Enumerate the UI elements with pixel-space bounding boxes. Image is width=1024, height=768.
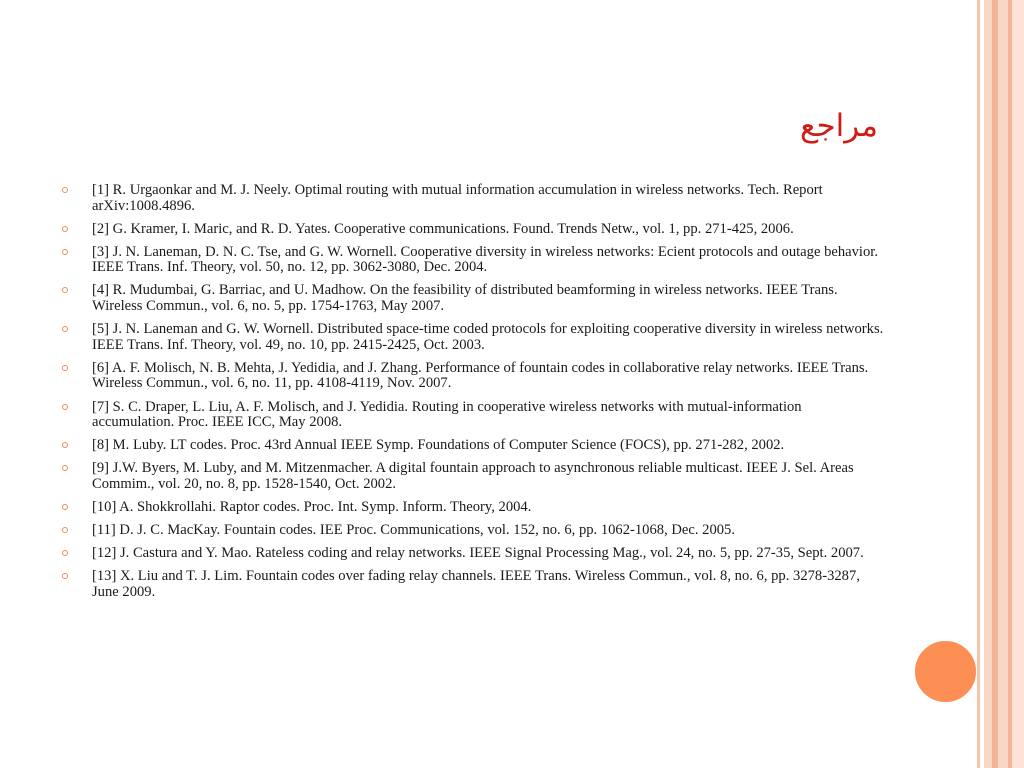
reference-item xyxy=(62,546,884,562)
bullet-icon xyxy=(62,226,68,232)
reference-text: [8] M. Luby. LT codes. Proc. 43rd Annual IEEE Symp. Foundations of Computer Science (FOCS), pp. 271-282, 2002. xyxy=(92,437,785,454)
reference-list xyxy=(62,183,884,608)
bullet-icon xyxy=(62,442,68,448)
reference-item xyxy=(62,183,884,214)
bullet-icon xyxy=(62,249,68,255)
bullet-icon xyxy=(62,365,68,371)
reference-text: [11] D. J. C. MacKay. Fountain codes. IEE Proc. Communications, vol. 152, no. 6, pp. 1062-1068, Dec. 2005. xyxy=(92,522,735,539)
bullet-icon xyxy=(62,573,68,579)
reference-item xyxy=(62,500,884,516)
reference-item xyxy=(62,523,884,539)
reference-item xyxy=(62,322,884,353)
reference-item xyxy=(62,361,884,392)
reference-text: [13] X. Liu and T. J. Lim. Fountain codes over fading relay channels. IEEE Trans. Wireless Commun., vol. 8, no. 6, pp. 3278-3287, June 2009. xyxy=(92,568,860,600)
bullet-icon xyxy=(62,326,68,332)
bullet-icon xyxy=(62,550,68,556)
reference-item xyxy=(62,400,884,431)
reference-text: [2] G. Kramer, I. Maric, and R. D. Yates. Cooperative communications. Found. Trends Netw., vol. 1, pp. 271-425, 2006. xyxy=(92,220,794,237)
reference-text: [6] A. F. Molisch, N. B. Mehta, J. Yedidia, and J. Zhang. Performance of fountain codes in collaborative relay networks. IEEE Trans. Wireless Commun., vol. 6, no. 11, pp. 4108-4119, Nov. 2007. xyxy=(92,359,869,392)
reference-item xyxy=(62,283,884,314)
decorative-circle xyxy=(914,640,977,703)
slide-title: مراجع xyxy=(800,108,878,144)
reference-item xyxy=(62,461,884,492)
reference-text: [5] J. N. Laneman and G. W. Wornell. Distributed space-time coded protocols for exploiting cooperative diversity in wireless networks. IEEE Trans. Inf. Theory, vol. 49, no. 10, pp. 2415-2425, Oct. 2003. xyxy=(92,321,884,353)
reference-item xyxy=(62,222,884,238)
bullet-icon xyxy=(62,465,68,471)
reference-text: [12] J. Castura and Y. Mao. Rateless coding and relay networks. IEEE Signal Processing Mag., vol. 24, no. 5, pp. 27-35, Sept. 2007. xyxy=(92,545,864,562)
bullet-icon xyxy=(62,187,68,193)
reference-text: [9] J.W. Byers, M. Luby, and M. Mitzenmacher. A digital fountain approach to asynchronous reliable multicast. IEEE J. Sel. Areas Commim., vol. 20, no. 8, pp. 1528-1540, Oct. 2002. xyxy=(92,460,854,492)
reference-item xyxy=(62,245,884,276)
decorative-stripe xyxy=(977,0,980,768)
bullet-icon xyxy=(62,287,68,293)
decorative-stripe xyxy=(1012,0,1024,768)
bullet-icon xyxy=(62,527,68,533)
reference-text: [7] S. C. Draper, L. Liu, A. F. Molisch, and J. Yedidia. Routing in cooperative wireless networks with mutual-information accumulation. Proc. IEEE ICC, May 2008. xyxy=(92,398,802,431)
decorative-stripe xyxy=(984,0,992,768)
reference-text: [10] A. Shokkrollahi. Raptor codes. Proc. Int. Symp. Inform. Theory, 2004. xyxy=(92,499,532,515)
reference-text: [1] R. Urgaonkar and M. J. Neely. Optimal routing with mutual information accumulation in wireless networks. Tech. Report arXiv:1008.4896. xyxy=(92,182,823,214)
reference-text: [3] J. N. Laneman, D. N. C. Tse, and G. W. Wornell. Cooperative diversity in wireless networks: Ecient protocols and outage behavior. IEEE Trans. Inf. Theory, vol. 50, no. 12, pp. 3062-3080, Dec. 2004. xyxy=(92,243,878,276)
reference-text: [4] R. Mudumbai, G. Barriac, and U. Madhow. On the feasibility of distributed beamforming in wireless networks. IEEE Trans. Wireless Commun., vol. 6, no. 5, pp. 1754-1763, May 2007. xyxy=(92,282,838,315)
bullet-icon xyxy=(62,404,68,410)
reference-item xyxy=(62,569,884,600)
decorative-stripe xyxy=(998,0,1008,768)
bullet-icon xyxy=(62,504,68,510)
reference-item xyxy=(62,438,884,454)
